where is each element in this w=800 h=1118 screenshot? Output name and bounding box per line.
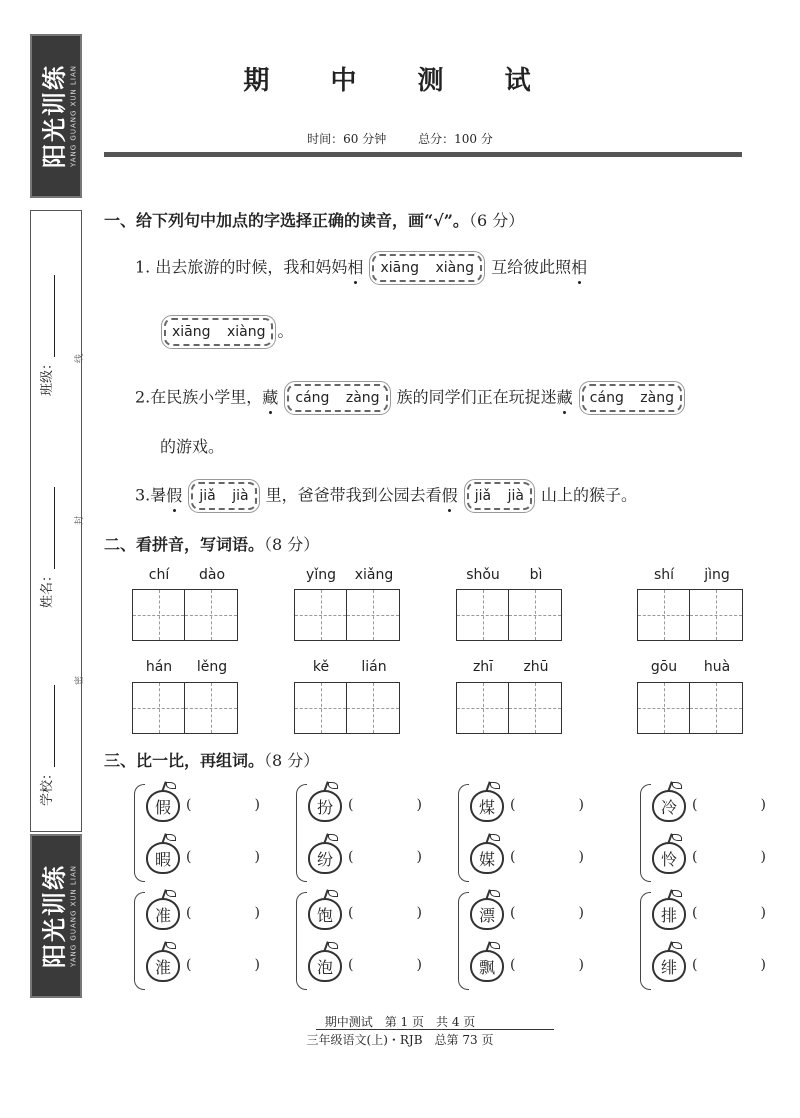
compare-char: 泡 — [316, 958, 333, 977]
pinyin-syllable: lián — [361, 659, 387, 675]
pinyin-syllable: yǐng — [306, 567, 336, 583]
section2-heading: 二、看拼音，写词语。（8 分） — [104, 535, 320, 554]
apple-char — [652, 842, 686, 874]
apple-char — [470, 790, 504, 822]
cut-mark-line: 线 — [75, 353, 86, 364]
compare-char: 怜 — [660, 850, 677, 869]
compare-char: 饱 — [316, 906, 333, 925]
pinyin-choice[interactable]: cáng zàng — [582, 384, 682, 412]
question-2-line1: 2.在民族小学里，藏 cáng zàng 族的同学们正在玩捉迷藏 cáng zàng — [135, 384, 686, 412]
brace — [640, 784, 651, 882]
section1-heading: 一、给下列句中加点的字选择正确的读音，画“√”。（6 分） — [104, 211, 525, 230]
dotted-char: 相 — [347, 257, 364, 277]
pinyin-syllable: shí — [653, 567, 675, 583]
compare-char: 飘 — [478, 958, 495, 977]
brand-name: 阳光训练 — [40, 864, 69, 968]
brace — [134, 784, 145, 882]
class-field[interactable] — [36, 275, 55, 396]
pinyin-choice[interactable]: jiǎ jià — [191, 482, 256, 510]
apple-char — [308, 950, 342, 982]
answer-blank[interactable]: ( ) — [692, 849, 766, 865]
apple-char — [652, 950, 686, 982]
answer-blank[interactable]: ( ) — [186, 905, 260, 921]
brace — [458, 892, 469, 990]
pinyin-choice[interactable]: xiāng xiàng — [372, 254, 481, 282]
apple-char — [652, 790, 686, 822]
apple-char — [470, 842, 504, 874]
apple-char — [308, 790, 342, 822]
class-label: 班级： — [40, 356, 55, 396]
question-1-line1: 1. 出去旅游的时候，我和妈妈相 xiāng xiàng 互给彼此照相 — [135, 254, 587, 282]
question-2-line2: 的游戏。 — [160, 437, 225, 456]
section3-heading: 三、比一比，再组词。（8 分） — [104, 751, 320, 770]
total-score: 总分：100 分 — [418, 132, 493, 146]
brace — [296, 892, 307, 990]
brand-logo-top — [30, 34, 82, 198]
brand-pinyin: YANG GUANG XUN LIAN — [69, 65, 78, 167]
pinyin-syllable: jìng — [704, 567, 730, 583]
dotted-char: 相 — [571, 257, 588, 277]
compare-char: 淮 — [154, 958, 171, 977]
answer-blank[interactable]: ( ) — [510, 849, 584, 865]
question-3: 3.暑假 jiǎ jià 里，爸爸带我到公园去看假 jiǎ jià 山上的猴子。 — [135, 482, 637, 510]
compare-char: 冷 — [660, 798, 677, 817]
compare-char: 准 — [154, 906, 171, 925]
answer-blank[interactable]: ( ) — [510, 905, 584, 921]
header-rule — [104, 152, 742, 157]
apple-char — [652, 898, 686, 930]
compare-char: 扮 — [316, 798, 333, 817]
dotted-char: 藏 — [556, 387, 573, 407]
brand-pinyin: YANG GUANG XUN LIAN — [69, 865, 78, 967]
answer-blank[interactable]: ( ) — [692, 797, 766, 813]
footer-book: 三年级语文(上)・RJB 总第 73 页 — [306, 1033, 494, 1047]
pinyin-syllable: bì — [529, 567, 543, 583]
writing-grid[interactable] — [294, 589, 400, 641]
apple-char — [308, 898, 342, 930]
page-title: 期 中 测 试 — [243, 66, 557, 96]
writing-grid[interactable] — [294, 682, 400, 734]
apple-char — [146, 790, 180, 822]
pinyin-syllable: shǒu — [466, 567, 500, 583]
pinyin-choice[interactable]: cáng zàng — [287, 384, 387, 412]
pinyin-syllable: xiǎng — [354, 567, 394, 583]
answer-blank[interactable]: ( ) — [510, 797, 584, 813]
apple-char — [470, 950, 504, 982]
apple-char — [308, 842, 342, 874]
pinyin-choice[interactable]: xiāng xiàng — [164, 318, 273, 346]
writing-grid[interactable] — [637, 682, 743, 734]
pinyin-choice[interactable]: jiǎ jià — [467, 482, 532, 510]
footer-rule — [316, 1029, 554, 1030]
apple-char — [146, 842, 180, 874]
pinyin-syllable: dào — [198, 567, 226, 583]
answer-blank[interactable]: ( ) — [692, 957, 766, 973]
writing-grid[interactable] — [637, 589, 743, 641]
cut-mark-seal: 封 — [75, 515, 86, 526]
dotted-char: 假 — [166, 485, 183, 505]
compare-char: 暇 — [154, 850, 171, 869]
question-1-line2: xiāng xiàng 。 — [160, 318, 294, 346]
pinyin-syllable: lěng — [196, 659, 228, 675]
compare-char: 煤 — [478, 798, 495, 817]
exam-meta — [0, 130, 800, 147]
answer-blank[interactable]: ( ) — [348, 905, 422, 921]
pinyin-syllable: huà — [703, 659, 731, 675]
school-label: 学校： — [40, 766, 55, 806]
answer-blank[interactable]: ( ) — [510, 957, 584, 973]
pinyin-syllable: zhū — [523, 659, 549, 675]
writing-grid[interactable] — [456, 682, 562, 734]
compare-char: 纷 — [316, 850, 333, 869]
answer-blank[interactable]: ( ) — [348, 797, 422, 813]
writing-grid[interactable] — [456, 589, 562, 641]
answer-blank[interactable]: ( ) — [692, 905, 766, 921]
writing-grid[interactable] — [132, 589, 238, 641]
dotted-char: 藏 — [262, 387, 279, 407]
apple-char — [146, 950, 180, 982]
pinyin-syllable: chí — [148, 567, 170, 583]
compare-char: 排 — [660, 906, 677, 925]
apple-char — [470, 898, 504, 930]
writing-grid[interactable] — [132, 682, 238, 734]
pinyin-syllable: hán — [145, 659, 173, 675]
compare-char: 假 — [154, 798, 171, 817]
brace — [640, 892, 651, 990]
footer-page: 期中测试 第 1 页 共 4 页 — [324, 1015, 476, 1029]
name-field[interactable] — [36, 487, 55, 608]
brace — [296, 784, 307, 882]
name-label: 姓名： — [40, 568, 55, 608]
pinyin-syllable: gōu — [650, 659, 678, 675]
pinyin-syllable: zhī — [472, 659, 494, 675]
brace — [458, 784, 469, 882]
dotted-char: 假 — [441, 485, 458, 505]
pinyin-syllable: kě — [312, 659, 330, 675]
compare-char: 漂 — [478, 906, 495, 925]
brace — [134, 892, 145, 990]
time-limit: 时间：60 分钟 — [307, 132, 387, 146]
answer-blank[interactable]: ( ) — [186, 849, 260, 865]
apple-char — [146, 898, 180, 930]
cut-mark-secret: 密 — [75, 675, 86, 686]
school-field[interactable] — [36, 685, 55, 806]
compare-char: 绯 — [660, 958, 677, 977]
answer-blank[interactable]: ( ) — [186, 957, 260, 973]
answer-blank[interactable]: ( ) — [348, 957, 422, 973]
brand-name: 阳光训练 — [40, 64, 69, 168]
answer-blank[interactable]: ( ) — [186, 797, 260, 813]
answer-blank[interactable]: ( ) — [348, 849, 422, 865]
compare-char: 媒 — [478, 850, 495, 869]
brand-logo-bottom — [30, 834, 82, 998]
